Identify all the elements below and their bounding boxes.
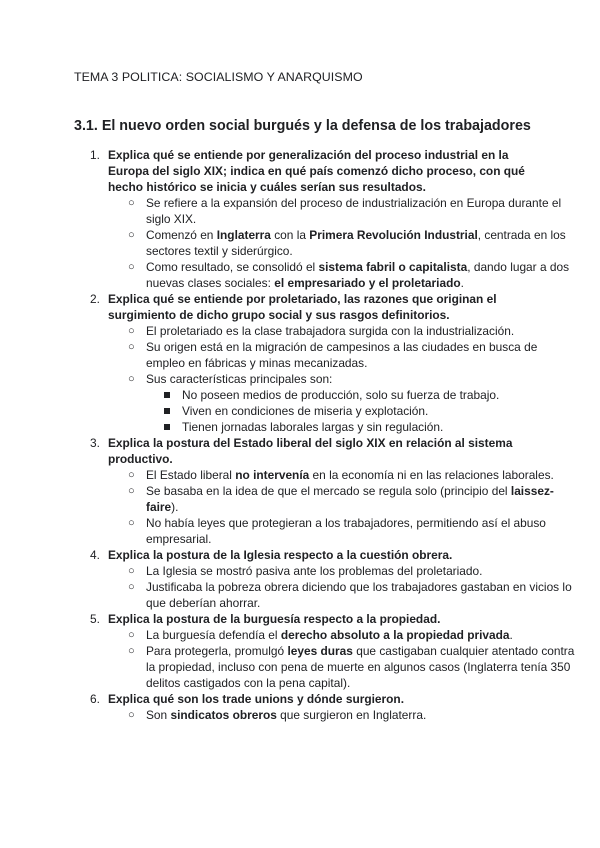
answer-item: ○ Se basaba en la idea de que el mercado se regula solo (principio del laissez-faire). (128, 484, 554, 514)
question-number: 1. (90, 148, 100, 162)
question-number: 6. (90, 692, 100, 706)
answer-item: ○ Comenzó en Inglaterra con la Primera Revolución Industrial, centrada en los sectores textil y siderúrgico. (128, 228, 566, 258)
bullet-icon: ○ (128, 229, 135, 241)
answer-item: ○ Son sindicatos obreros que surgieron en Inglaterra. (128, 708, 427, 722)
answer-item: ○ El Estado liberal no intervenía en la economía ni en las relaciones laborales. (128, 468, 554, 482)
square-bullet-icon (164, 408, 170, 414)
answer-item: ○ Sus características principales son: (128, 372, 333, 386)
bullet-icon: ○ (128, 325, 135, 337)
bullet-icon: ○ (128, 469, 135, 481)
question-2 (74, 291, 544, 323)
bullet-icon: ○ (128, 645, 135, 657)
question-6 (74, 691, 544, 707)
bullet-icon: ○ (128, 581, 135, 593)
section-heading: 3.1. El nuevo orden social burgués y la defensa de los trabajadores (74, 118, 531, 134)
question-text: Explica qué se entiende por generalización del proceso industrial en la Europa del siglo XIX; indica en qué país comenzó dicho proceso, con qué hecho histórico se inicia y cuáles serían sus resultados. (108, 148, 525, 194)
square-bullet-icon (164, 424, 170, 430)
answer-item: ○ No había leyes que protegieran a los trabajadores, permitiendo así el abuso empresarial. (128, 516, 546, 546)
document-title: TEMA 3 POLITICA: SOCIALISMO Y ANARQUISMO (74, 70, 363, 84)
bullet-icon: ○ (128, 517, 135, 529)
bullet-icon: ○ (128, 629, 135, 641)
sub-answer-item: No poseen medios de producción, solo su fuerza de trabajo. (146, 387, 544, 403)
answer-item: ○ Como resultado, se consolidó el sistema fabril o capitalista, dando lugar a dos nuevas clases sociales: el empresariado y el proletariado. (128, 260, 570, 290)
sub-answer-item: Tienen jornadas laborales largas y sin regulación. (146, 419, 544, 435)
answer-item: ○ Su origen está en la migración de campesinos a las ciudades en busca de empleo en fábricas y minas mecanizadas. (128, 340, 538, 370)
question-number: 5. (90, 612, 100, 626)
answer-item: ○ Justificaba la pobreza obrera diciendo que los trabajadores gastaban en vicios lo que deberían ahorrar. (128, 580, 572, 610)
sub-answer-item: Viven en condiciones de miseria y explotación. (146, 403, 544, 419)
answer-item: ○ Se refiere a la expansión del proceso de industrialización en Europa durante el siglo XIX. (128, 196, 562, 226)
bullet-icon: ○ (128, 565, 135, 577)
question-number: 3. (90, 436, 100, 450)
question-1 (74, 147, 544, 195)
square-bullet-icon (164, 392, 170, 398)
bullet-icon: ○ (128, 373, 135, 385)
bullet-icon: ○ (128, 709, 135, 721)
answer-item: ○ La Iglesia se mostró pasiva ante los problemas del proletariado. (128, 564, 483, 578)
question-4 (74, 547, 544, 563)
bullet-icon: ○ (128, 485, 135, 497)
question-number: 4. (90, 548, 100, 562)
bullet-icon: ○ (128, 341, 135, 353)
question-3 (74, 435, 544, 467)
question-text: Explica la postura del Estado liberal del siglo XIX en relación al sistema productivo. (108, 436, 513, 466)
question-list (74, 147, 575, 723)
question-number: 2. (90, 292, 100, 306)
bullet-icon: ○ (128, 197, 135, 209)
answer-item: ○ El proletariado es la clase trabajadora surgida con la industrialización. (128, 324, 515, 338)
question-text: Explica la postura de la burguesía respecto a la propiedad. (108, 612, 441, 626)
question-text: Explica qué se entiende por proletariado, las razones que originan el surgimiento de dicho grupo social y sus rasgos definitorios. (108, 292, 497, 322)
question-text: Explica la postura de la Iglesia respecto a la cuestión obrera. (108, 548, 453, 562)
question-5 (74, 611, 544, 627)
answer-item: ○ Para protegerla, promulgó leyes duras que castigaban cualquier atentado contra la propiedad, incluso con pena de muerte en algunos casos (Inglaterra tenía 350 delitos castigados con la pena capital). (128, 644, 575, 690)
question-text: Explica qué son los trade unions y dónde surgieron. (108, 692, 404, 706)
bullet-icon: ○ (128, 261, 135, 273)
answer-item: ○ La burguesía defendía el derecho absoluto a la propiedad privada. (128, 628, 513, 642)
